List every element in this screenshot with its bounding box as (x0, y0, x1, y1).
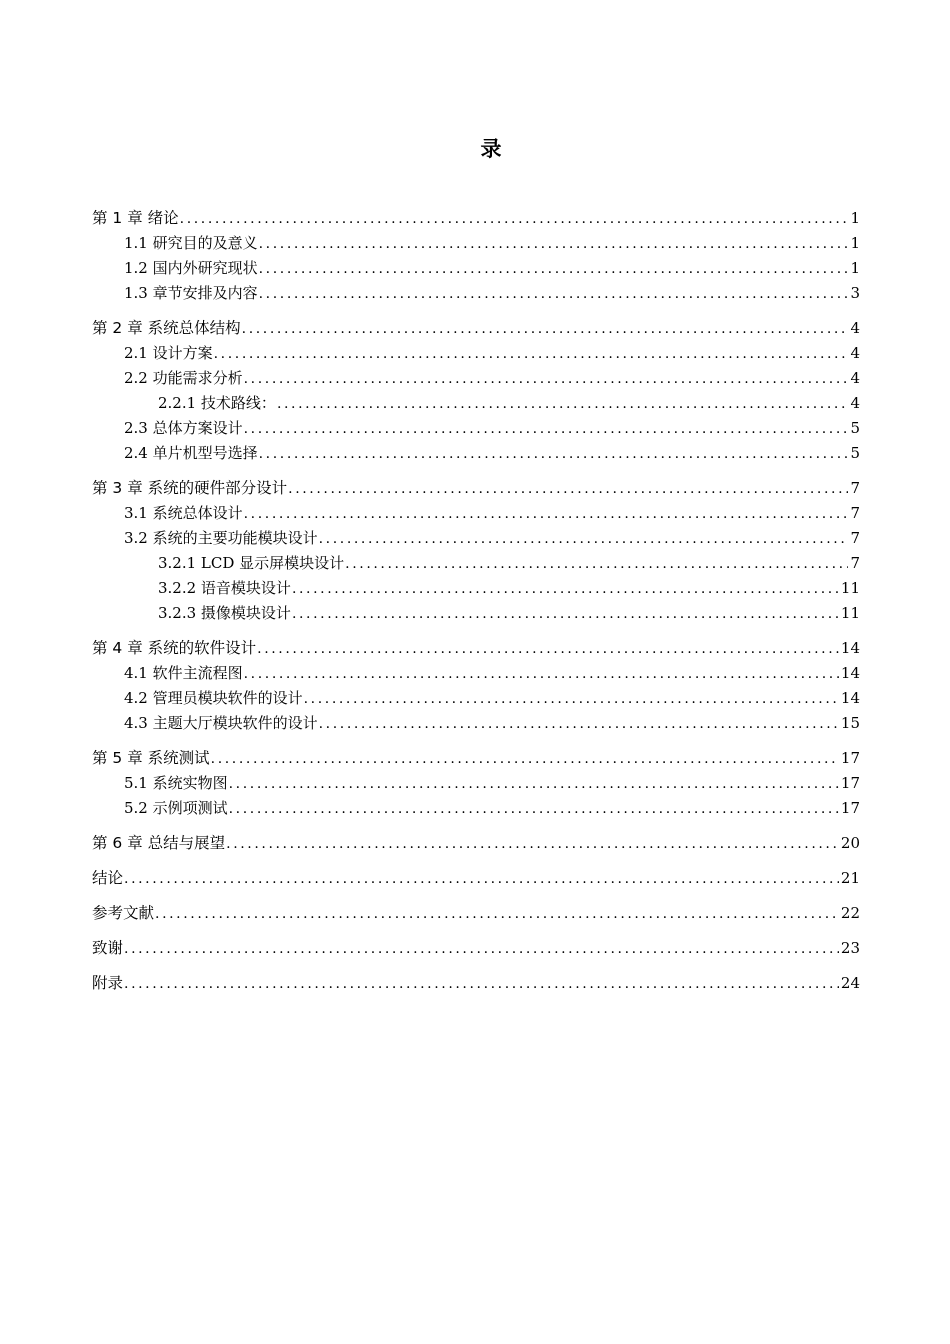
toc-leader-dots (244, 417, 849, 442)
toc-entry-conclusion[interactable] (92, 866, 860, 891)
toc-entry-page: 1 (850, 209, 860, 227)
toc-entry-chapter-2[interactable] (92, 316, 860, 341)
toc-entry-2-3[interactable] (92, 416, 860, 441)
toc-leader-dots (319, 712, 839, 737)
toc-entry-label: 3.2.2 语音模块设计 (158, 579, 291, 597)
toc-entry-2-4[interactable] (92, 441, 860, 466)
toc-leader-dots (226, 832, 839, 857)
toc-entry-page: 4 (850, 394, 860, 412)
toc-leader-dots (288, 477, 848, 502)
toc-entry-page: 14 (840, 639, 860, 657)
toc-leader-dots (242, 317, 849, 342)
toc-entry-label: 2.2.1 技术路线： (158, 394, 276, 412)
toc-entry-label: 第 1 章 绪论 (92, 209, 179, 227)
toc-entry-page: 11 (840, 579, 860, 597)
toc-entry-label: 附录 (92, 974, 124, 992)
toc-entry-label: 参考文献 (92, 904, 155, 922)
toc-entry-label: 3.2 系统的主要功能模块设计 (124, 529, 318, 547)
toc-entry-page: 5 (850, 444, 860, 462)
toc-entry-label: 4.3 主题大厅模块软件的设计 (124, 714, 318, 732)
toc-entry-page: 7 (850, 479, 860, 497)
toc-entry-page: 1 (850, 259, 860, 277)
toc-leader-dots (124, 867, 839, 892)
toc-entry-page: 1 (850, 234, 860, 252)
toc-entry-label: 2.2 功能需求分析 (124, 369, 243, 387)
toc-leader-dots (211, 747, 839, 772)
toc-entry-label: 3.2.1 LCD 显示屏模块设计 (158, 554, 345, 572)
toc-entry-3-1[interactable] (92, 501, 860, 526)
toc-entry-page: 17 (840, 774, 860, 792)
toc-entry-appendix[interactable] (92, 971, 860, 996)
toc-entry-acknowledgements[interactable] (92, 936, 860, 961)
toc-entry-page: 3 (850, 284, 860, 302)
toc-entry-label: 5.1 系统实物图 (124, 774, 228, 792)
toc-entry-label: 1.3 章节安排及内容 (124, 284, 258, 302)
toc-title: 录 (480, 137, 502, 161)
toc-entry-1-1[interactable] (92, 231, 860, 256)
toc-entry-chapter-5[interactable] (92, 746, 860, 771)
toc-leader-dots (292, 602, 839, 627)
toc-entry-label: 5.2 示例项测试 (124, 799, 228, 817)
toc-entry-label: 致谢 (92, 939, 124, 957)
toc-entry-page: 22 (840, 904, 860, 922)
toc-entry-label: 3.1 系统总体设计 (124, 504, 243, 522)
toc-leader-dots (124, 972, 839, 997)
toc-entry-chapter-3[interactable] (92, 476, 860, 501)
toc-leader-dots (277, 392, 849, 417)
toc-leader-dots (180, 207, 849, 232)
toc-leader-dots (229, 797, 839, 822)
toc-entry-chapter-1[interactable] (92, 206, 860, 231)
toc-entry-page: 24 (840, 974, 860, 992)
toc-entry-4-3[interactable] (92, 711, 860, 736)
toc-entry-page: 17 (840, 749, 860, 767)
toc-leader-dots (304, 687, 839, 712)
toc-entry-page: 4 (850, 344, 860, 362)
toc-leader-dots (319, 527, 849, 552)
toc-entry-chapter-6[interactable] (92, 831, 860, 856)
toc-entry-page: 7 (850, 529, 860, 547)
toc-entry-label: 2.4 单片机型号选择 (124, 444, 258, 462)
toc-entry-5-1[interactable] (92, 771, 860, 796)
toc-leader-dots (124, 937, 839, 962)
toc-entry-page: 17 (840, 799, 860, 817)
toc-entry-label: 4.2 管理员模块软件的设计 (124, 689, 303, 707)
toc-entry-1-3[interactable] (92, 281, 860, 306)
toc-entry-5-2[interactable] (92, 796, 860, 821)
toc-entry-label: 4.1 软件主流程图 (124, 664, 243, 682)
toc-entry-3-2[interactable] (92, 526, 860, 551)
toc-entry-page: 20 (840, 834, 860, 852)
toc-entry-chapter-4[interactable] (92, 636, 860, 661)
toc-entry-3-2-1[interactable] (92, 551, 860, 576)
toc-entry-2-2[interactable] (92, 366, 860, 391)
toc-entry-page: 4 (850, 369, 860, 387)
toc-leader-dots (155, 902, 839, 927)
toc-leader-dots (259, 282, 849, 307)
toc-leader-dots (244, 502, 849, 527)
toc-leader-dots (259, 257, 849, 282)
toc-entry-label: 1.2 国内外研究现状 (124, 259, 258, 277)
toc-entry-label: 第 6 章 总结与展望 (92, 834, 226, 852)
toc-entry-label: 3.2.3 摄像模块设计 (158, 604, 291, 622)
toc-entry-3-2-2[interactable] (92, 576, 860, 601)
toc-entry-label: 1.1 研究目的及意义 (124, 234, 258, 252)
toc-leader-dots (259, 442, 849, 467)
toc-entry-references[interactable] (92, 901, 860, 926)
toc-leader-dots (214, 342, 849, 367)
toc-entry-page: 7 (850, 554, 860, 572)
toc-entry-2-1[interactable] (92, 341, 860, 366)
toc-entry-page: 21 (840, 869, 860, 887)
toc-entry-4-1[interactable] (92, 661, 860, 686)
toc-entry-4-2[interactable] (92, 686, 860, 711)
toc-leader-dots (244, 367, 849, 392)
toc-entry-label: 第 4 章 系统的软件设计 (92, 639, 257, 657)
toc-entry-page: 14 (840, 689, 860, 707)
toc-entry-label: 第 3 章 系统的硬件部分设计 (92, 479, 288, 497)
toc-entry-label: 第 2 章 系统总体结构 (92, 319, 241, 337)
toc-entry-label: 结论 (92, 869, 124, 887)
toc-entry-label: 第 5 章 系统测试 (92, 749, 210, 767)
toc-entry-2-2-1[interactable] (92, 391, 860, 416)
toc-entry-page: 5 (850, 419, 860, 437)
toc-entry-page: 4 (850, 319, 860, 337)
toc-leader-dots (244, 662, 839, 687)
toc-entry-page: 11 (840, 604, 860, 622)
toc-leader-dots (345, 552, 848, 577)
toc-entry-page: 7 (850, 504, 860, 522)
toc-leader-dots (292, 577, 839, 602)
toc-entry-page: 23 (840, 939, 860, 957)
toc-entry-label: 2.1 设计方案 (124, 344, 213, 362)
toc-entry-3-2-3[interactable] (92, 601, 860, 626)
table-of-contents (92, 206, 860, 996)
toc-entry-1-2[interactable] (92, 256, 860, 281)
toc-leader-dots (259, 232, 849, 257)
toc-leader-dots (257, 637, 839, 662)
toc-entry-page: 14 (840, 664, 860, 682)
toc-leader-dots (229, 772, 839, 797)
toc-entry-label: 2.3 总体方案设计 (124, 419, 243, 437)
toc-entry-page: 15 (840, 714, 860, 732)
